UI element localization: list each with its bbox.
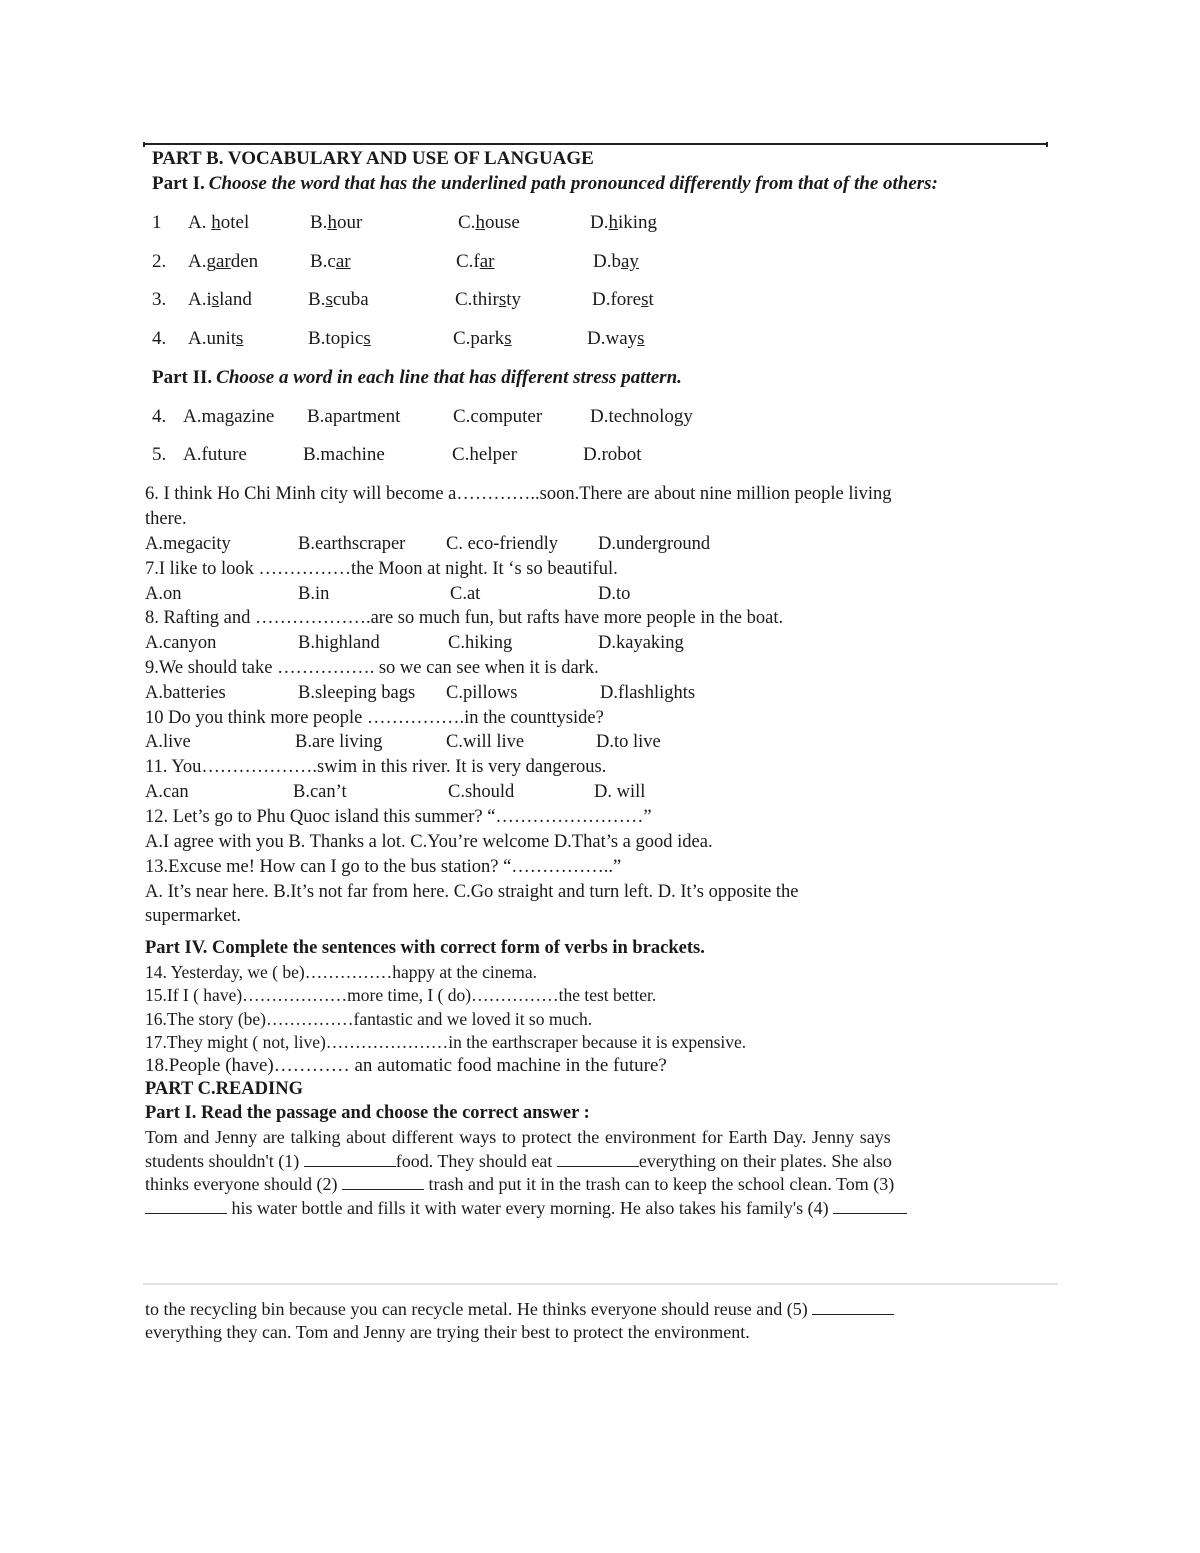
underlined-part: s (504, 328, 512, 349)
option-c[interactable]: C.computer (453, 406, 543, 427)
q7-stem: 7.I like to look ……………the Moon at night. It ‘s so beautiful. (145, 559, 618, 579)
option-a[interactable] (188, 328, 243, 350)
option-text: ty (506, 289, 521, 310)
option-a[interactable]: A.magazine (183, 406, 275, 427)
part-2-question-row (0, 444, 1200, 468)
underlined-part: s (236, 328, 244, 349)
q8-stem: 8. Rafting and ……………….are so much fun, but rafts have more people in the boat. (145, 608, 784, 628)
option-a[interactable] (188, 212, 249, 234)
part-4-sentence-15: 15.If I ( have)………………more time, I ( do)……………the test better. (145, 985, 657, 1005)
option-text: D.way (587, 328, 638, 349)
q6-option-d[interactable]: D.underground (598, 534, 711, 554)
part-2-heading (152, 367, 682, 389)
option-a[interactable] (188, 289, 252, 311)
passage-line-1: Tom and Jenny are talking about different ways to protect the environment for Earth Day. Jenny says (145, 1127, 891, 1147)
q6-options (0, 534, 1200, 558)
part-2-label: Part II. (152, 367, 213, 388)
part-1-question-row (0, 212, 1200, 236)
page-break (143, 1283, 1058, 1285)
q7-option-c[interactable]: C.at (450, 584, 481, 604)
q8-option-a[interactable]: A.canyon (145, 633, 217, 653)
q9-options (0, 683, 1200, 707)
option-b[interactable]: B.machine (303, 444, 385, 465)
option-c[interactable] (453, 328, 512, 350)
underlined-part: ar (479, 251, 495, 272)
q7-option-a[interactable]: A.on (145, 584, 182, 604)
option-text: t (648, 289, 654, 310)
blank-1[interactable] (304, 1151, 396, 1167)
option-b[interactable]: B.apartment (307, 406, 401, 427)
part-b-title: PART B. VOCABULARY AND USE OF LANGUAGE (152, 148, 594, 169)
passage-text: to the recycling bin because you can recycle metal. He thinks everyone should reuse and (5) (145, 1299, 813, 1319)
q13-options-cont: supermarket. (145, 906, 242, 926)
underlined-part: h (608, 212, 618, 233)
q10-option-a[interactable]: A.live (145, 732, 191, 752)
option-d[interactable] (590, 212, 657, 234)
option-text: D.fore (592, 289, 642, 310)
q9-option-d[interactable]: D.flashlights (600, 683, 696, 703)
question-number: 1 (152, 212, 162, 233)
q7-option-b[interactable]: B.in (298, 584, 330, 604)
part-1-question-row (0, 251, 1200, 275)
q11-options (0, 782, 1200, 806)
q10-stem: 10 Do you think more people …………….in the counttyside? (145, 708, 604, 728)
option-text: D.b (593, 251, 621, 272)
q9-option-c[interactable]: C.pillows (446, 683, 518, 703)
q11-option-d[interactable]: D. will (594, 782, 646, 802)
option-a[interactable]: A.future (183, 444, 247, 465)
part-1-question-row (0, 289, 1200, 313)
q8-options (0, 633, 1200, 657)
q6-option-b[interactable]: B.earthscraper (298, 534, 406, 554)
passage-text: food. They should eat (395, 1151, 557, 1171)
part-2-instruction: Choose a word in each line that has different stress pattern. (216, 367, 682, 388)
option-d[interactable] (593, 251, 639, 273)
q11-option-c[interactable]: C.should (448, 782, 515, 802)
option-text: A.i (188, 289, 212, 310)
q11-option-b[interactable]: B.can’t (293, 782, 347, 802)
underlined-part: s (641, 289, 649, 310)
underlined-part: s (498, 289, 507, 310)
option-text: B. (308, 289, 326, 310)
option-b[interactable] (308, 328, 371, 350)
blank-3[interactable] (145, 1198, 227, 1214)
blank-2[interactable] (342, 1174, 424, 1190)
part-1-label: Part I. (152, 173, 205, 194)
option-b[interactable] (308, 289, 369, 311)
q12-stem: 12. Let’s go to Phu Quoc island this summer? “……………………” (145, 807, 652, 827)
q8-option-c[interactable]: C.hiking (448, 633, 513, 653)
blank-5[interactable] (812, 1299, 894, 1315)
q11-option-a[interactable]: A.can (145, 782, 189, 802)
q6-option-c[interactable]: C. eco-friendly (446, 534, 558, 554)
q9-option-b[interactable]: B.sleeping bags (298, 683, 416, 703)
q7-option-d[interactable]: D.to (598, 584, 631, 604)
blank-4[interactable] (833, 1198, 907, 1214)
option-text: otel (220, 212, 250, 233)
option-text: A.g (188, 251, 216, 272)
option-a[interactable] (188, 251, 258, 273)
q8-option-d[interactable]: D.kayaking (598, 633, 684, 653)
question-number: 5. (152, 444, 167, 465)
part-4-title: Part IV. Complete the sentences with correct form of verbs in brackets. (145, 938, 705, 958)
underlined-part: h (211, 212, 221, 233)
option-text: C.park (453, 328, 505, 349)
part-4-sentence-17: 17.They might ( not, live)…………………in the earthscraper because it is expensive. (145, 1032, 747, 1052)
option-d[interactable] (587, 328, 645, 350)
part-c-1-title: Part I. Read the passage and choose the correct answer : (145, 1103, 590, 1123)
passage-text: his water bottle and fills it with water every morning. He also takes his family's (4) (227, 1198, 834, 1218)
part-1-question-row (0, 328, 1200, 352)
option-text: iking (617, 212, 658, 233)
option-text: our (336, 212, 363, 233)
underlined-part: ar (335, 251, 351, 272)
q9-option-a[interactable]: A.batteries (145, 683, 226, 703)
passage-line-2 (145, 1151, 892, 1172)
passage-line-6: everything they can. Tom and Jenny are trying their best to protect the environment. (145, 1322, 750, 1342)
option-text: C.thir (455, 289, 499, 310)
q6-stem: 6. I think Ho Chi Minh city will become a…………..soon.There are about nine million people living (145, 484, 892, 504)
option-text: A.unit (188, 328, 237, 349)
option-text: den (230, 251, 259, 272)
passage-text: thinks everyone should (2) (145, 1174, 342, 1194)
q12-options[interactable]: A.I agree with you B. Thanks a lot. C.You’re welcome D.That’s a good idea. (145, 832, 713, 852)
q10-option-b[interactable]: B.are living (295, 732, 383, 752)
option-text: ouse (484, 212, 520, 233)
part-4-sentence-16: 16.The story (be)……………fantastic and we loved it so much. (145, 1009, 593, 1029)
q10-option-c[interactable]: C.will live (446, 732, 525, 752)
part-c-title: PART C.READING (145, 1079, 303, 1099)
header-rule (143, 143, 1048, 145)
passage-line-5 (145, 1299, 894, 1320)
underlined-part: s (325, 289, 333, 310)
underlined-part: s (363, 328, 371, 349)
passage-text: students shouldn't (1) (145, 1151, 304, 1171)
question-number: 3. (152, 289, 167, 310)
q8-option-b[interactable]: B.highland (298, 633, 380, 653)
option-c[interactable]: C.helper (452, 444, 517, 465)
q10-options (0, 732, 1200, 756)
option-d[interactable]: D.technology (590, 406, 693, 427)
q10-option-d[interactable]: D.to live (596, 732, 661, 752)
part-1-heading (152, 173, 938, 195)
underlined-part: ar (215, 251, 231, 272)
part-4-sentence-14: 14. Yesterday, we ( be)……………happy at the cinema. (145, 962, 538, 982)
option-d[interactable] (592, 289, 654, 311)
question-number: 4. (152, 328, 167, 349)
underlined-part: h (475, 212, 485, 233)
passage-text: everything on their plates. She also (638, 1151, 892, 1171)
option-text: B. (310, 212, 328, 233)
option-text: A. (188, 212, 212, 233)
option-b[interactable] (310, 212, 362, 234)
q11-stem: 11. You……………….swim in this river. It is very dangerous. (145, 757, 607, 777)
part-2-question-row (0, 406, 1200, 430)
option-text: D. (590, 212, 609, 233)
option-d[interactable]: D.robot (583, 444, 642, 465)
question-number: 4. (152, 406, 167, 427)
blank-eat[interactable] (557, 1151, 639, 1167)
q6-stem-cont: there. (145, 509, 187, 529)
underlined-part: s (637, 328, 645, 349)
question-number: 2. (152, 251, 167, 272)
underlined-part: h (327, 212, 337, 233)
q6-option-a[interactable]: A.megacity (145, 534, 231, 554)
option-c[interactable] (455, 289, 521, 311)
option-text: land (219, 289, 252, 310)
option-text: B.topic (308, 328, 364, 349)
part-4-sentence-18: 18.People (have)………… an automatic food machine in the future? (145, 1055, 667, 1076)
underlined-part: ay (620, 251, 639, 272)
option-text: C.f (456, 251, 480, 272)
part-1-instruction: Choose the word that has the underlined path pronounced differently from that of the others: (208, 173, 938, 194)
passage-text: trash and put it in the trash can to keep the school clean. Tom (3) (423, 1174, 895, 1194)
passage-line-3 (145, 1174, 894, 1195)
option-text: B.c (310, 251, 336, 272)
option-text: C. (458, 212, 476, 233)
underlined-part: s (211, 289, 220, 310)
option-c[interactable] (458, 212, 520, 234)
q13-stem: 13.Excuse me! How can I go to the bus station? “……………..” (145, 857, 622, 877)
passage-line-4 (145, 1198, 907, 1219)
q7-options (0, 584, 1200, 608)
option-text: cuba (332, 289, 369, 310)
q13-options[interactable]: A. It’s near here. B.It’s not far from here. C.Go straight and turn left. D. It’s opposite the (145, 882, 799, 902)
q9-stem: 9.We should take ……………. so we can see when it is dark. (145, 658, 599, 678)
option-b[interactable] (310, 251, 351, 273)
option-c[interactable] (456, 251, 495, 273)
